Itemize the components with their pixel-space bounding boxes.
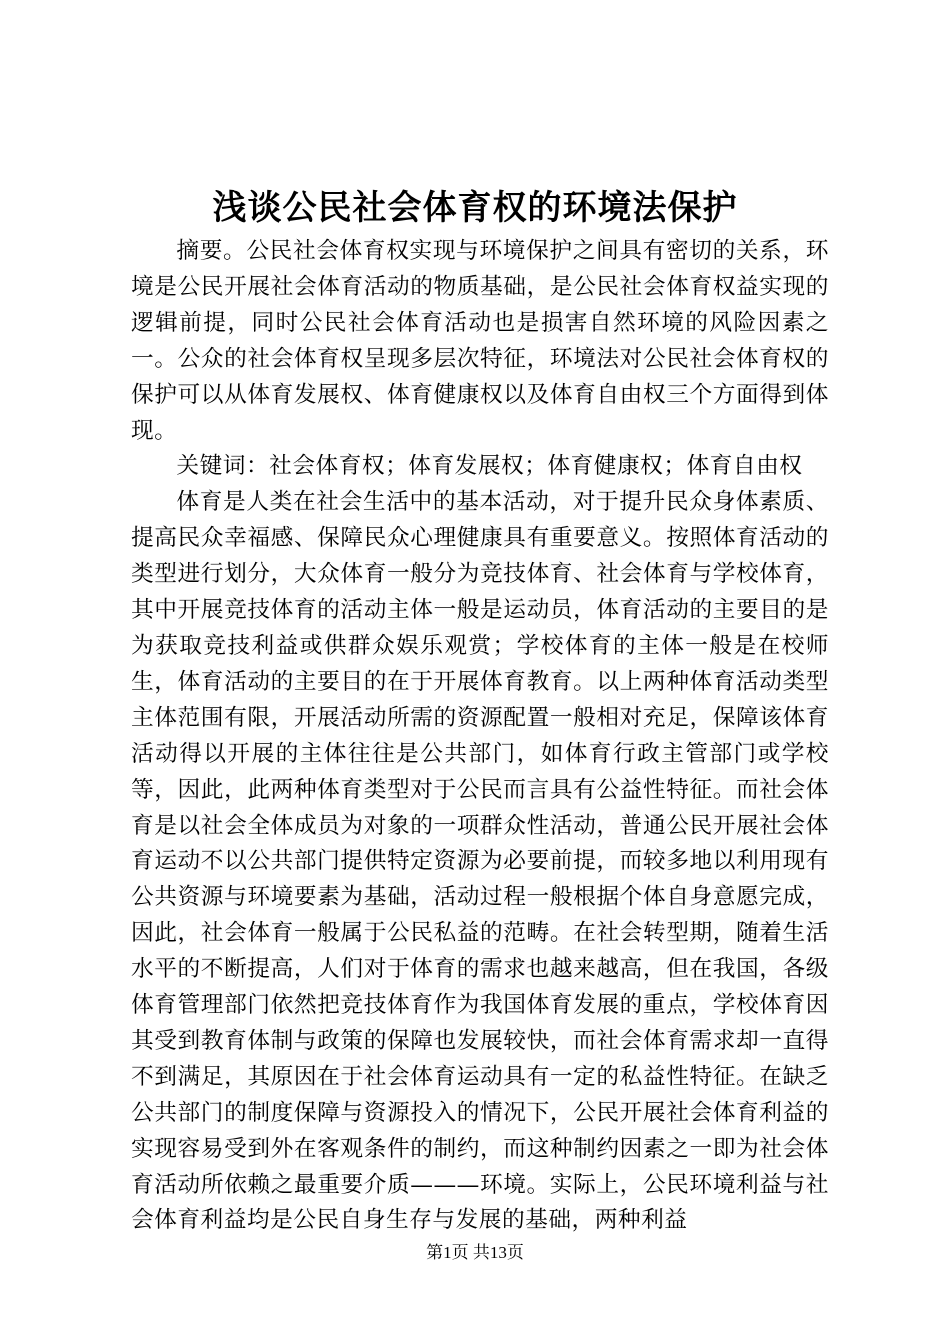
document-body <box>131 234 829 1239</box>
body-paragraph: 体育是人类在社会生活中的基本活动，对于提升民众身体素质、提高民众幸福感、保障民众心理健康具有重要意义。按照体育活动的类型进行划分，大众体育一般分为竞技体育、社会体育与学校体育，其中开展竞技体育的活动主体一般是运动员，体育活动的主要目的是为获取竞技利益或供群众娱乐观赏；学校体育的主体一般是在校师生，体育活动的主要目的在于开展体育教育。以上两种体育活动类型主体范围有限，开展活动所需的资源配置一般相对充足，保障该体育活动得以开展的主体往往是公共部门，如体育行政主管部门或学校等，因此，此两种体育类型对于公民而言具有公益性特征。而社会体育是以社会全体成员为对象的一项群众性活动，普通公民开展社会体育运动不以公共部门提供特定资源为必要前提，而较多地以利用现有公共资源与环境要素为基础，活动过程一般根据个体自身意愿完成，因此，社会体育一般属于公民私益的范畴。在社会转型期，随着生活水平的不断提高，人们对于体育的需求也越来越高，但在我国，各级体育管理部门依然把竞技体育作为我国体育发展的重点，学校体育因其受到教育体制与政策的保障也发展较快，而社会体育需求却一直得不到满足，其原因在于社会体育运动具有一定的私益性特征。在缺乏公共部门的制度保障与资源投入的情况下，公民开展社会体育利益的实现容易受到外在客观条件的制约，而这种制约因素之一即为社会体育活动所依赖之最重要介质———环境。实际上，公民环境利益与社会体育利益均是公民自身生存与发展的基础，两种利益 <box>131 489 829 1234</box>
document-title: 浅谈公民社会体育权的环境法保护 <box>212 188 738 228</box>
keywords-paragraph: 关键词：社会体育权；体育发展权；体育健康权；体育自由权 <box>176 453 803 480</box>
page-number: 第1页 共13页 <box>426 1243 524 1262</box>
abstract-paragraph: 摘要。公民社会体育权实现与环境保护之间具有密切的关系，环境是公民开展社会体育活动的物质基础，是公民社会体育权益实现的逻辑前提，同时公民社会体育活动也是损害自然环境的风险因素之一。公众的社会体育权呈现多层次特征，环境法对公民社会体育权的保护可以从体育发展权、体育健康权以及体育自由权三个方面得到体现。 <box>131 238 829 444</box>
